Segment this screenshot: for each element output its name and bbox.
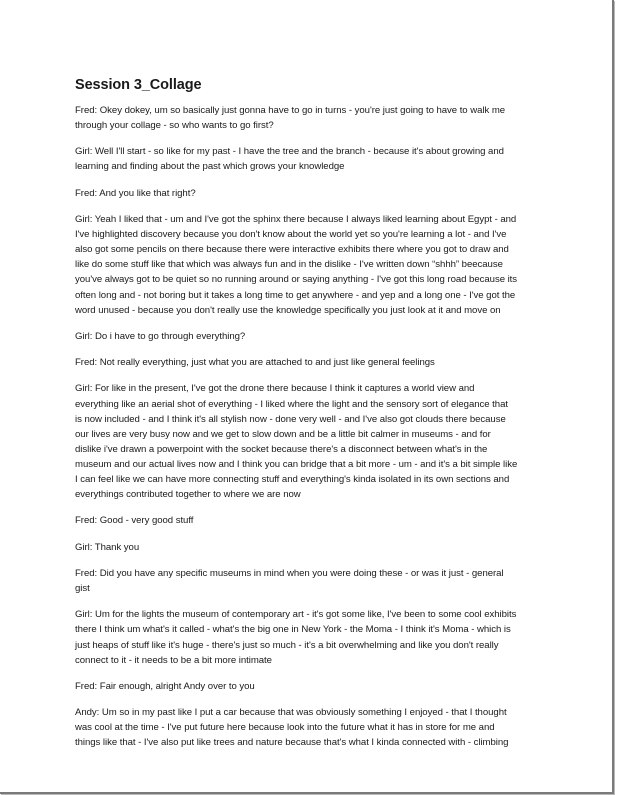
transcript-line: often long and - not boring but it takes a long time to get anywhere - and yep and a long one - I've got the — [75, 289, 516, 301]
transcript-line: just heaps of stuff like it's huge - there's just so much - it's a bit overwhelming and like you don't really — [75, 639, 499, 651]
transcript-line: Girl: For like in the present, I've got the drone there because I think it captures a world view and — [75, 383, 475, 395]
transcript-line: you've always got to be quiet so no running around or saying anything - I've got this long road because its — [75, 274, 518, 286]
transcript-line: like do some stuff like that which was always fun and in the dislike - I've written down “shhh” beecause — [75, 259, 503, 271]
transcript-line: word unused - because you don't really use the knowledge specifically you just look at it and move on — [75, 304, 501, 316]
transcript-paragraph — [75, 103, 555, 133]
transcript-line: Girl: Um for the lights the museum of contemporary art - it's got some like, I've been to some cool exhibits — [75, 609, 517, 621]
transcript-paragraph — [75, 355, 555, 370]
transcript-paragraph — [75, 144, 555, 174]
transcript-line: connect to it - it needs to be a bit more intimate — [75, 654, 272, 666]
transcript-line: Fred: Not really everything, just what you are attached to and just like general feelings — [75, 357, 435, 369]
transcript-line: Girl: Yeah I liked that - um and I've got the sphinx there because I always liked learning about Egypt - and — [75, 214, 517, 226]
transcript-line: dislike i've drawn a powerpoint with the socket because there's a disconnect between what's in the — [75, 443, 488, 455]
transcript-paragraph — [75, 186, 555, 201]
transcript-paragraph — [75, 607, 555, 667]
transcript-line: things like that - I've also put like trees and nature because that's what I kinda connected with - climbing — [75, 737, 509, 749]
transcript-line: was cool at the time - I've put future here because look into the future what it has in store for me and — [75, 722, 495, 734]
transcript-line: everything like an aerial shot of everything - I liked where the light and the sensory sort of elegance that — [75, 398, 508, 410]
transcript-paragraph — [75, 705, 555, 750]
transcript-line: Girl: Well I'll start - so like for my past - I have the tree and the branch - because it's about growing and — [75, 146, 504, 158]
transcript-line: learning and finding about the past which grows your knowledge — [75, 161, 345, 173]
transcript-paragraph — [75, 329, 555, 344]
transcript-line: Fred: Did you have any specific museums in mind when you were doing these - or was it just - general — [75, 567, 504, 579]
transcript-paragraph — [75, 566, 555, 596]
transcript-line: gist — [75, 583, 90, 595]
transcript-line: museum and our actual lives now and I think you can bridge that a bit more - um - and it's a bit simple like — [75, 458, 518, 470]
transcript-line: also got some pencils on there because there were interactive exhibits there where you got to draw and — [75, 244, 509, 256]
transcript-line: Andy: Um so in my past like I put a car because that was obviously something I enjoyed - that I thought — [75, 707, 507, 719]
transcript-line: Girl: Thank you — [75, 541, 140, 553]
transcript-paragraph — [75, 540, 555, 555]
transcript-line: everythings contributed together to where we are now — [75, 489, 301, 501]
transcript-line: through your collage - so who wants to go first? — [75, 120, 274, 132]
transcript-line: Girl: Do i have to go through everything? — [75, 330, 246, 342]
transcript-line: Fred: Good - very good stuff — [75, 515, 194, 527]
transcript-line: Fred: And you like that right? — [75, 187, 196, 199]
transcript-paragraph — [75, 381, 555, 502]
transcript-line: is now included - and I think it's all stylish now - done very well - and I've also got clouds there because — [75, 413, 506, 425]
transcript-paragraph — [75, 679, 555, 694]
transcript-line: I can feel like we can have more connecting stuff and everything's kinda isolated in its own sections and — [75, 474, 510, 485]
transcript-line: there I think um what's it called - what's the big one in New York - the Moma - I think it's Moma - which is — [75, 624, 511, 636]
transcript-line: our lives are very busy now and we get to slow down and be a little bit calmer in museums - and for — [75, 428, 491, 440]
document-title: Session 3_Collage — [75, 77, 202, 93]
transcript-line: I've highlighted discovery because you don't know about the world yet so you're learning a lot - and I've — [75, 229, 507, 241]
transcript-paragraph — [75, 212, 555, 318]
transcript-body — [75, 103, 555, 750]
transcript-line: Fred: Fair enough, alright Andy over to you — [75, 680, 255, 692]
transcript-line: Fred: Okey dokey, um so basically just gonna have to go in turns - you're just going to have to walk me — [75, 105, 506, 116]
document-content — [75, 76, 555, 762]
transcript-paragraph — [75, 513, 555, 528]
